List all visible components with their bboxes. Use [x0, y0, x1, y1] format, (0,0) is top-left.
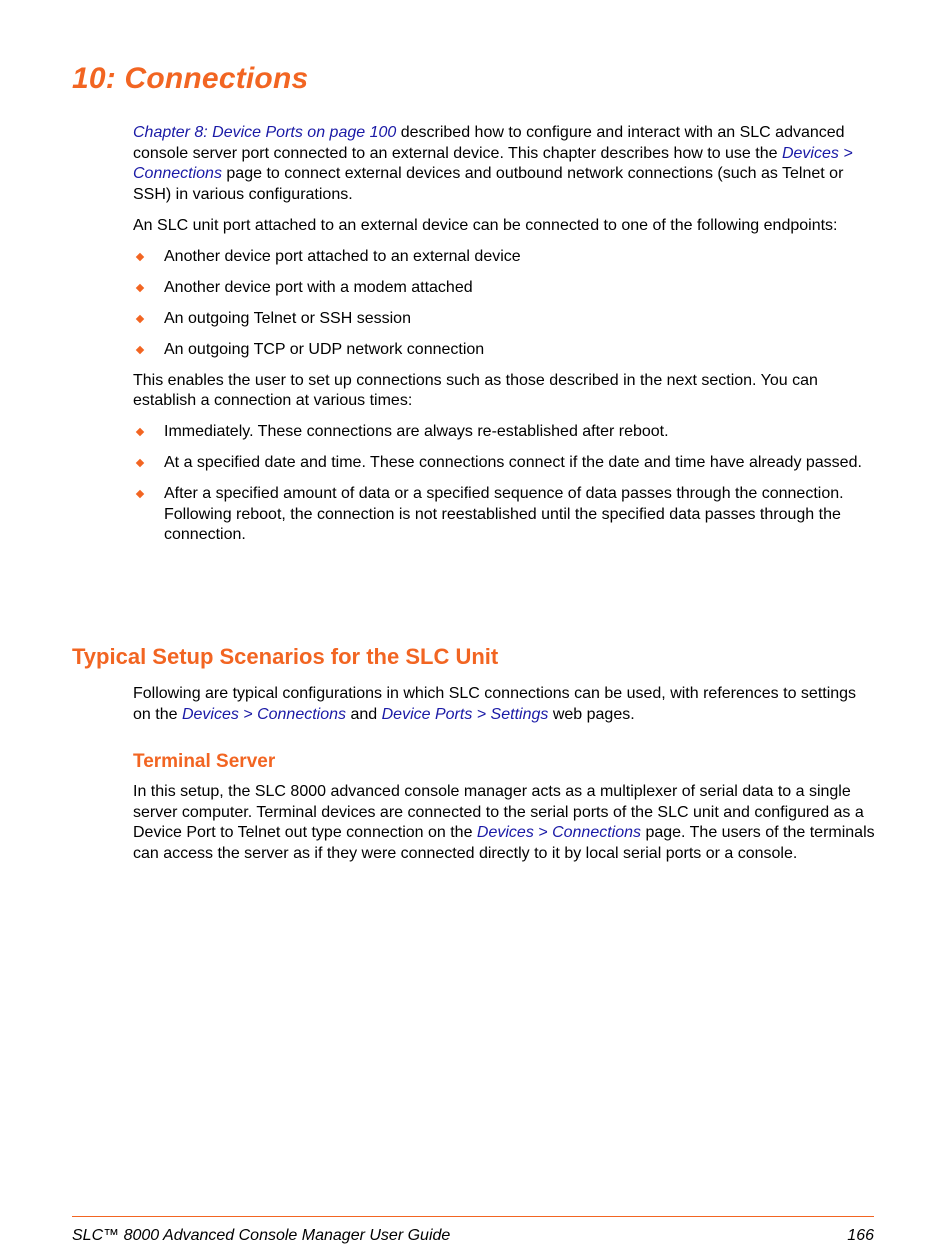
footer-title: SLC™ 8000 Advanced Console Manager User Guide	[72, 1227, 451, 1244]
diamond-bullet-icon	[136, 253, 144, 261]
list-item	[133, 278, 878, 299]
intro-text: page to connect external devices and outbound network connections (such as Telnet or SSH) in various configurations.	[133, 165, 844, 203]
list-item	[133, 340, 878, 361]
section-paragraph	[133, 684, 878, 725]
devices-connections-link[interactable]: Devices > Connections	[476, 824, 642, 842]
devices-connections-link[interactable]: Devices > Connections	[133, 144, 853, 183]
subsection-text: page. The users of the terminals can access the server as if they were connected directly to it by local serial ports or a console.	[133, 824, 875, 862]
diamond-bullet-icon	[136, 314, 144, 322]
devices-connections-link[interactable]: Devices > Connections	[181, 705, 347, 723]
list-item	[133, 453, 878, 474]
chapter-8-link[interactable]: Chapter 8: Device Ports on page 100	[133, 124, 397, 141]
section-content	[133, 684, 878, 725]
diamond-bullet-icon	[136, 459, 144, 467]
times-intro: This enables the user to set up connections such as those described in the next section. You can establish a connection at various times:	[133, 371, 818, 410]
chapter-title: 10: Connections	[72, 62, 309, 95]
diamond-bullet-icon	[136, 428, 144, 436]
list-item-text: Immediately. These connections are always re-established after reboot.	[164, 423, 669, 441]
footer-divider	[72, 1216, 874, 1217]
section-text: Following are typical configurations in which SLC connections can be used, with references to settings on the	[133, 685, 857, 723]
list-item-text: An outgoing TCP or UDP network connection	[164, 340, 485, 358]
diamond-bullet-icon	[136, 345, 144, 353]
intro-text: described how to configure and interact with an SLC advanced console server port connected to an external device. This chapter describes how to use the	[133, 124, 845, 162]
subsection-title: Terminal Server	[133, 751, 276, 772]
intro-content	[133, 123, 878, 556]
list-item	[133, 484, 878, 546]
list-item	[133, 247, 878, 268]
endpoints-intro: An SLC unit port attached to an external device can be connected to one of the following endpoints:	[133, 216, 838, 234]
section-title: Typical Setup Scenarios for the SLC Unit	[72, 644, 499, 669]
section-text: and	[346, 705, 382, 723]
subsection-paragraph	[133, 782, 878, 864]
list-item	[133, 422, 878, 443]
list-item-text: At a specified date and time. These connections connect if the date and time have already passed.	[164, 454, 862, 472]
intro-paragraph	[133, 123, 878, 205]
list-item-text: An outgoing Telnet or SSH session	[164, 309, 411, 327]
endpoints-list	[133, 247, 878, 361]
times-list	[133, 422, 878, 546]
device-ports-settings-link[interactable]: Device Ports > Settings	[381, 705, 549, 723]
subsection-content	[133, 782, 878, 864]
list-item	[133, 309, 878, 330]
list-item-text: Another device port with a modem attached	[164, 278, 473, 296]
list-item-text: Another device port attached to an external device	[164, 247, 521, 265]
diamond-bullet-icon	[136, 490, 144, 498]
list-item-text: After a specified amount of data or a specified sequence of data passes through the connection. Following reboot, the connection is not reestablished until the specified data passes through the connection.	[164, 485, 844, 544]
page-number: 166	[847, 1227, 874, 1244]
subsection-text: In this setup, the SLC 8000 advanced console manager acts as a multiplexer of serial data to a single server computer. Terminal devices are connected to the serial ports of the SLC unit and configured as a Device Port to Telnet out type connection on the	[133, 783, 864, 842]
section-text: web pages.	[548, 705, 635, 723]
diamond-bullet-icon	[136, 283, 144, 291]
